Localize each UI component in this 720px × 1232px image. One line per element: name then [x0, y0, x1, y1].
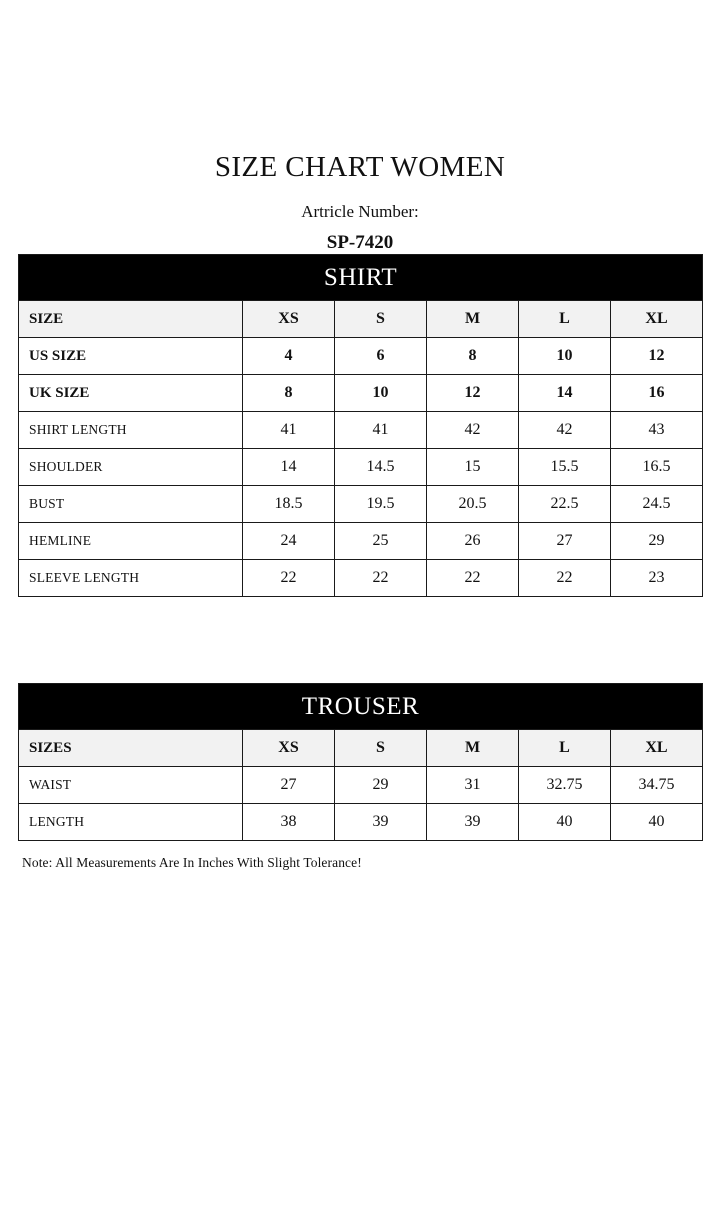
row-value: 42 — [427, 412, 519, 449]
row-value: 40 — [611, 804, 703, 841]
row-value: 16 — [611, 375, 703, 412]
trouser-header-xl: XL — [611, 730, 703, 767]
row-label: LENGTH — [19, 804, 243, 841]
row-value: 16.5 — [611, 449, 703, 486]
trouser-size-table — [18, 683, 703, 841]
row-label: WAIST — [19, 767, 243, 804]
row-value: 12 — [611, 338, 703, 375]
trouser-header-sizes: SIZES — [19, 730, 243, 767]
row-value: 34.75 — [611, 767, 703, 804]
row-value: 32.75 — [519, 767, 611, 804]
shirt-banner-row — [19, 255, 703, 301]
row-value: 8 — [243, 375, 335, 412]
shirt-header-xs: XS — [243, 301, 335, 338]
row-value: 39 — [427, 804, 519, 841]
row-label: BUST — [19, 486, 243, 523]
row-value: 40 — [519, 804, 611, 841]
row-value: 14 — [243, 449, 335, 486]
row-value: 29 — [611, 523, 703, 560]
row-value: 18.5 — [243, 486, 335, 523]
row-value: 27 — [243, 767, 335, 804]
shirt-header-size: SIZE — [19, 301, 243, 338]
shirt-header-l: L — [519, 301, 611, 338]
row-value: 12 — [427, 375, 519, 412]
row-value: 25 — [335, 523, 427, 560]
trouser-header-row — [19, 730, 703, 767]
row-value: 23 — [611, 560, 703, 597]
row-value: 15 — [427, 449, 519, 486]
row-value: 20.5 — [427, 486, 519, 523]
row-value: 22 — [519, 560, 611, 597]
row-value: 14 — [519, 375, 611, 412]
row-label: SHOULDER — [19, 449, 243, 486]
row-value: 22.5 — [519, 486, 611, 523]
row-value: 38 — [243, 804, 335, 841]
row-value: 42 — [519, 412, 611, 449]
shirt-header-s: S — [335, 301, 427, 338]
trouser-header-xs: XS — [243, 730, 335, 767]
shirt-size-table — [18, 254, 703, 597]
row-value: 43 — [611, 412, 703, 449]
row-label: UK SIZE — [19, 375, 243, 412]
trouser-header-m: M — [427, 730, 519, 767]
row-value: 15.5 — [519, 449, 611, 486]
row-label: SLEEVE LENGTH — [19, 560, 243, 597]
trouser-header-s: S — [335, 730, 427, 767]
row-value: 22 — [243, 560, 335, 597]
row-label: US SIZE — [19, 338, 243, 375]
row-value: 24 — [243, 523, 335, 560]
shirt-header-xl: XL — [611, 301, 703, 338]
row-value: 6 — [335, 338, 427, 375]
row-value: 27 — [519, 523, 611, 560]
trouser-banner-row — [19, 684, 703, 730]
row-value: 26 — [427, 523, 519, 560]
article-number-value: SP-7420 — [326, 232, 394, 254]
row-label: SHIRT LENGTH — [19, 412, 243, 449]
table-row — [19, 523, 703, 560]
row-label: HEMLINE — [19, 523, 243, 560]
row-value: 10 — [335, 375, 427, 412]
table-row — [19, 486, 703, 523]
row-value: 39 — [335, 804, 427, 841]
row-value: 22 — [427, 560, 519, 597]
row-value: 4 — [243, 338, 335, 375]
table-row — [19, 767, 703, 804]
table-row — [19, 804, 703, 841]
row-value: 24.5 — [611, 486, 703, 523]
table-row — [19, 560, 703, 597]
section-spacer — [18, 597, 702, 683]
row-value: 10 — [519, 338, 611, 375]
page-title: SIZE CHART WOMEN — [214, 151, 506, 183]
row-value: 14.5 — [335, 449, 427, 486]
row-value: 31 — [427, 767, 519, 804]
shirt-header-row — [19, 301, 703, 338]
measurement-note: Note: All Measurements Are In Inches With Slight Tolerance! — [22, 855, 362, 871]
row-value: 8 — [427, 338, 519, 375]
table-row — [19, 338, 703, 375]
table-row — [19, 375, 703, 412]
table-row — [19, 449, 703, 486]
trouser-banner: TROUSER — [19, 684, 703, 730]
trouser-header-l: L — [519, 730, 611, 767]
row-value: 41 — [335, 412, 427, 449]
shirt-banner: SHIRT — [19, 255, 703, 301]
article-number-label: Artricle Number: — [301, 202, 419, 222]
row-value: 19.5 — [335, 486, 427, 523]
row-value: 29 — [335, 767, 427, 804]
table-row — [19, 412, 703, 449]
row-value: 22 — [335, 560, 427, 597]
shirt-header-m: M — [427, 301, 519, 338]
size-chart-page — [0, 152, 720, 1232]
row-value: 41 — [243, 412, 335, 449]
